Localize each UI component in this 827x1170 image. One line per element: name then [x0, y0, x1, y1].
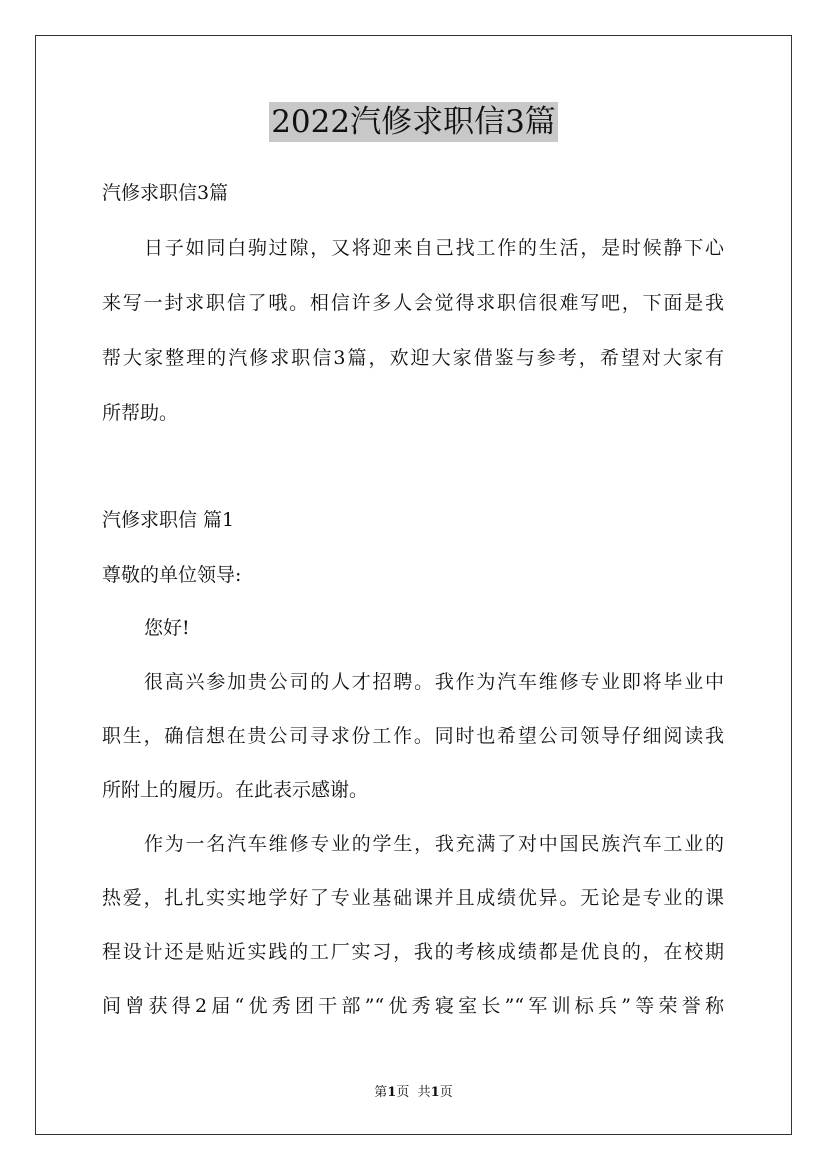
intro-line: 所帮助。 [102, 402, 179, 424]
paragraph-line: 所附上的履历。在此表示感谢。 [102, 779, 369, 801]
paragraph-line: 作为一名汽车维修专业的学生，我充满了对中国民族汽车工业的 [144, 833, 724, 855]
document-title: 2022汽修求职信3篇 [271, 104, 556, 140]
intro-line: 帮大家整理的汽修求职信3篇，欢迎大家借鉴与参考，希望对大家有 [102, 347, 724, 369]
greeting: 您好! [144, 617, 190, 639]
salutation: 尊敬的单位领导: [102, 564, 242, 586]
document-subtitle: 汽修求职信3篇 [102, 182, 229, 204]
intro-line: 日子如同白驹过隙，又将迎来自己找工作的生活，是时候静下心 [144, 237, 724, 259]
paragraph-line: 热爱，扎扎实实地学好了专业基础课并且成绩优异。无论是专业的课 [102, 887, 724, 909]
paragraph-line: 很高兴参加贵公司的人才招聘。我作为汽车维修专业即将毕业中 [144, 671, 724, 693]
paragraph-line: 职生，确信想在贵公司寻求份工作。同时也希望公司领导仔细阅读我 [102, 725, 724, 747]
footer-total-suffix: 页 [439, 1085, 453, 1100]
paragraph-line: 程设计还是贴近实践的工厂实习，我的考核成绩都是优良的，在校期 [102, 941, 724, 963]
paragraph-line: 间曾获得2届“优秀团干部”“优秀寝室长”“军训标兵”等荣誉称 [102, 995, 724, 1017]
footer-total-pages: 1 [430, 1085, 440, 1100]
footer-total-prefix: 共 [417, 1085, 431, 1100]
section-heading: 汽修求职信 篇1 [102, 509, 235, 531]
page-footer [0, 1084, 827, 1102]
footer-page-suffix: 页 [396, 1085, 410, 1100]
footer-page-prefix: 第 [374, 1085, 388, 1100]
intro-line: 来写一封求职信了哦。相信许多人会觉得求职信很难写吧，下面是我 [102, 292, 724, 314]
footer-page-number: 1 [387, 1085, 397, 1100]
title-container [0, 102, 827, 142]
